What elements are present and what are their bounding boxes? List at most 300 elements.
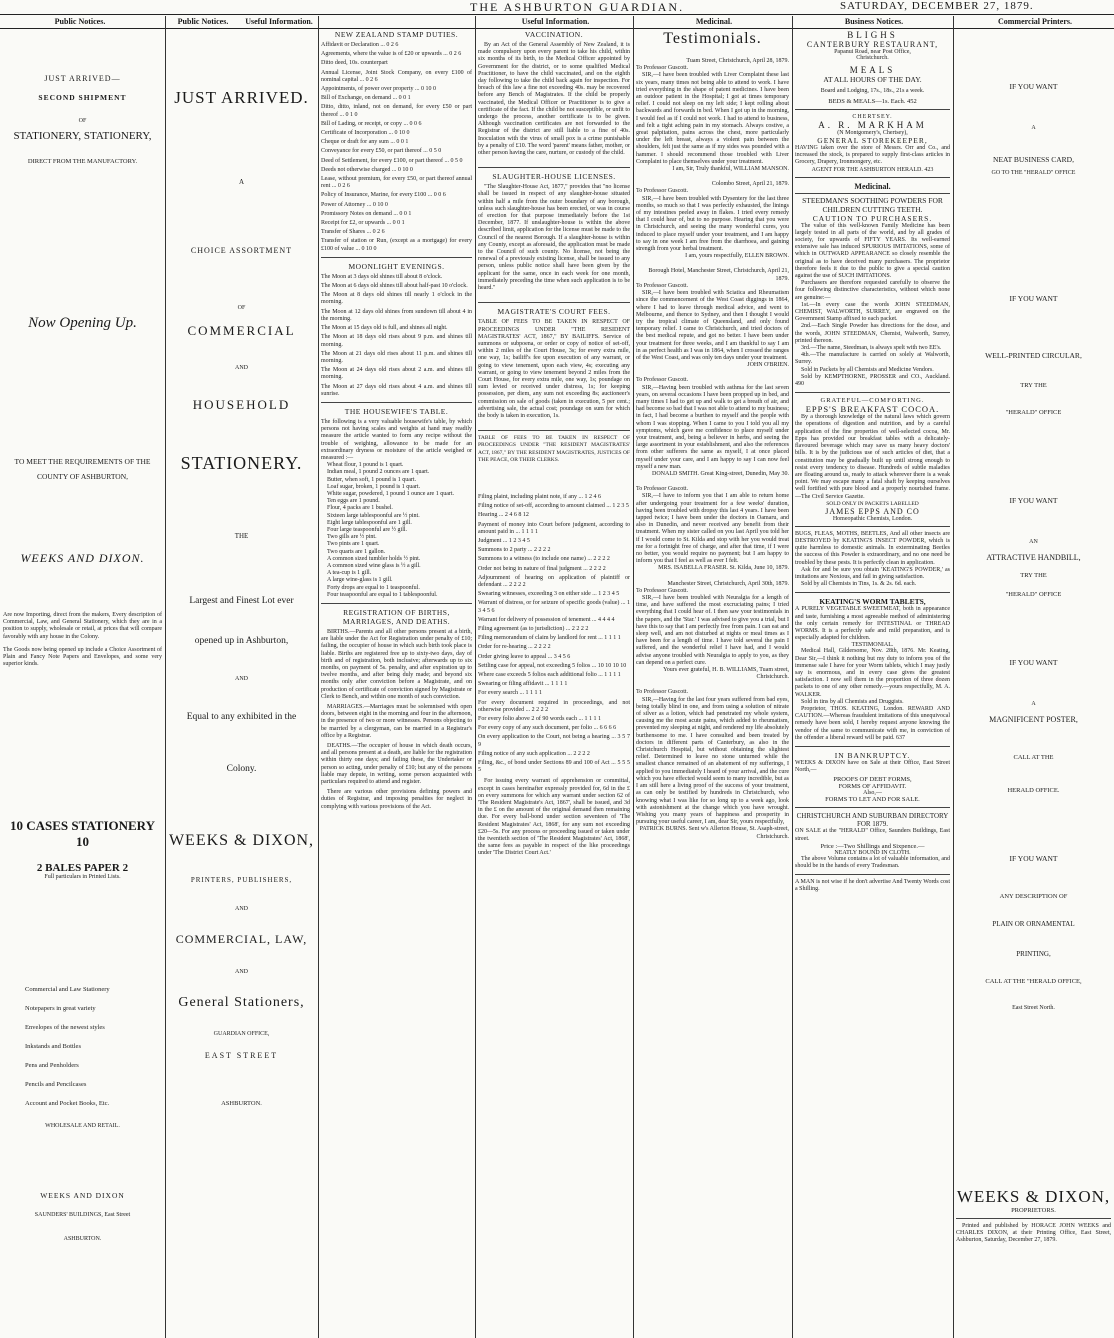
table-row: Filing, &c., of bond under Sections 89 and 100 of Act ... 5 5 5 5: [478, 760, 630, 774]
table-row: Where case exceeds 5 folios each additional folio ... 1 1 1 1: [478, 672, 621, 679]
directory-ad: [795, 812, 950, 870]
firm-name: WEEKS & DIXON,: [168, 832, 315, 849]
section-title: NEW ZEALAND STAMP DUTIES.: [334, 30, 459, 39]
testimonial-salutation: To Professor Guscott.: [636, 377, 689, 384]
testimonial: [636, 486, 789, 572]
table-row: For every copy of any such document, per folio ... 6 6 6 6: [478, 725, 617, 732]
notice-line: WHOLESALE AND RETAIL.: [45, 1123, 120, 1130]
paragraph: DEATHS.—The occupier of house in which death occurs, and all persons present at a death, are liable for the registration within thirty one days; and failing these, the Undertaker or person so acting, under penalty of £10; but any of the persons liable may depute, in writing, some person acquainted with particulars required to attend and register.: [321, 743, 472, 786]
testimonial-salutation: To Professor Guscott.: [636, 65, 689, 72]
paragraph: There are various other provisions defining powers and duties of Registrar, and imposing penalties for neglect in complying with various provisions of the Act.: [321, 789, 472, 810]
testimonial-signature: JOHN O'BRIEN.: [747, 362, 789, 369]
useful-information-column-2: [475, 30, 633, 1335]
notice-line: COUNTY OF ASHBURTON,: [36, 472, 129, 481]
list-item: Inkstands and Bottles: [25, 1043, 81, 1051]
section-divider: [478, 302, 630, 303]
keating-powder-ad: [795, 531, 950, 589]
masthead: [0, 0, 1114, 14]
testimonial: [636, 181, 789, 260]
ad-line: CHERTSEY.: [852, 114, 893, 120]
ad-text: The value of this well-known Family Medicine has been largely tested in all parts of the world, and by all grades of society, for upwards of FIFTY YEARS. Its well-earned extensive sale has induced SPURIOUS IMITATIONS, some of which in OUTWARD APPEARANCE so closely resemble the original as to have deceived many purchasers. The proprietor therefore feels it due to the public to give a special caution against the use of SUCH IMITATIONS.: [795, 222, 950, 280]
just-arrived-column: [165, 30, 318, 1335]
ad-text: 3rd.—The name, Steedman, is always spelt with two EE's.: [801, 345, 942, 352]
testimonial-salutation: To Professor Guscott.: [636, 486, 689, 493]
section-title: TABLE OF FEES TO BE TAKEN IN RESPECT OF PROCEEDINGS UNDER "THE RESIDENT MAGISTRATES' ACT, 1867," BY THE RESIDENT MAGISTRATES, JUSTICES OF THE PEACE, OR THEIR CLERKS.: [478, 435, 630, 463]
list-item: Envelopes of the newest styles: [25, 1024, 105, 1032]
keating-tablets-ad: [795, 597, 950, 742]
section-text: By an Act of the General Assembly of New Zealand, it is made compulsory upon every parent to take his child, within six months of its birth, to the Medical Officer appointed by Government for the district, or to some qualified Medical Practitioner, to have the child vaccinated, and on the eighth day following to take the child back again for inspection. For breach of this law a fine not exceeding 40s. may be recovered before any Bench of Magistrates. If the child be properly vaccinated, the Medical Officer or Practitioner is to give a certificate of the fact. If the child be not susceptible, or unfit to undergo the process, another certificate is to be given. Although vaccination certificates are not forwarded to the Registrar of the district are still liable to a fine of 40s. Inoculation with the virus of small pox is a crime punishable by a penalty of £10. The word 'parent' means father, mother, or other person having the care, nurture, or custody of the child.: [478, 42, 630, 157]
ad-line: CHRISTCHURCH AND SUBURBAN DIRECTORY FOR 1879.: [796, 812, 949, 829]
table-row: Adjournment of hearing on application of plaintiff or defendant ... 2 2 2 2: [478, 574, 630, 588]
section-divider: [795, 874, 950, 875]
testimonials-title: Testimonials.: [663, 30, 762, 47]
ad-line: PRINTING,: [1016, 950, 1051, 958]
ad-line: IN BANKRUPTCY.: [834, 751, 911, 760]
testimonial-signature: PATRICK BURNS. Sent w's Allerton House, St. Asaph-street, Christchurch.: [639, 826, 789, 840]
column-header: Commercial Printers.: [997, 17, 1073, 26]
testimonial-salutation: To Professor Guscott.: [636, 587, 689, 594]
ad-text: Sold in tins by all Chemists and Druggists.: [801, 698, 904, 705]
list-item: Account and Pocket Books, Etc.: [25, 1100, 110, 1108]
section-divider: [956, 1218, 1111, 1219]
testimonial-body: SIR,—I have been troubled with Sciatica and Rheumatism since the commencement of the West Coast diggings in 1864, where I had to leave through medical advice, and went to Melbourne, and thence to Sydney, and then I thought I would try the tropical climate of Queensland, and only found temporary relief. I came to Christchurch, and tried doctors of the best medical repute, and got no better. I have been under your treatment for three weeks, and I am thankful to say I am in as perfect health as I was in 1864, when I crossed the ranges of the West Coast, and was only ten days under your treatment.: [636, 290, 789, 361]
housewife-list: [321, 462, 472, 599]
column-header: Business Notices.: [844, 17, 904, 26]
ad-line: WELL-PRINTED CIRCULAR,: [985, 351, 1082, 360]
testimonial-address: Colombo Street, April 21, 1879.: [711, 181, 789, 188]
ad-line: General Stationers,: [178, 995, 305, 1010]
list-item: Sixteen large tablespoonful are ½ pint.: [327, 512, 420, 519]
table-row: Hearing ... 2 4 6 8 12: [478, 512, 529, 519]
table-row: Swearing witnesses, exceeding 3 on either side ... 1 2 3 4 5: [478, 591, 620, 598]
ad-text: A PURELY VEGETABLE SWEETMEAT, both in appearance and taste, furnishing a most agreeable method of administering the only certain remedy for INTESTINAL or THREAD WORMS. It is a perfectly safe and mild preparation, and is especially adapted for children.: [795, 606, 950, 642]
moon-list: [321, 274, 472, 398]
section-title: MAGISTRATE'S COURT FEES.: [497, 307, 611, 317]
ad-line: PROPRIETORS.: [1011, 1207, 1056, 1214]
table-row: Filing agreement (as to jurisdiction) ... 2 2 2 2: [478, 626, 589, 632]
section-text: For issuing every warrant of apprehension or committal, except in cases hereinafter expressly provided for, 6d in the £ on every summons for which any warrant under section 62 of 'The Resident Magistrate's Act, 1867', shall be issued, and 3d in the £ on the amount of the original demand then remaining due. For every ball-bond under section seventeen of 'The Resident Magistrates' Act, 1868', for any sum not exceeding £20—5s. For any process or proceeding issued or taken under the twentieth section of 'The Resident Magistrates' Act, 1868', the same fees as payable in respect of the like proceedings under 'The District Court Act.': [478, 778, 630, 857]
ad-line: HERALD OFFICE.: [1007, 787, 1060, 794]
notice-text: The Goods now being opened up include a Choice Assortment of Plain and Fancy Note Papers and Envelopes, and some very superior kinds.: [3, 646, 162, 668]
table-row: Order for re-hearing ... 2 2 2 2: [478, 644, 551, 651]
list-item: The Moon at 27 days old rises about 4 a.m. and shines till sunrise.: [321, 383, 472, 397]
list-item: The Moon at 15 days old is full, and shines all night.: [321, 325, 448, 332]
section-title: THE HOUSEWIFE'S TABLE.: [344, 406, 449, 416]
list-item: Deeds not otherwise charged ... 0 10 0: [321, 166, 413, 173]
paragraph: BIRTHS.—Parents and all other persons present at a birth, are liable under the Act for Registration under penalty of £10; failing, the occupier of house in which such birth took place is liable. Births are registered free up to sixty-two days, day of birth and of registration, both inclusive; afterwards up to six months, on payment of 5s. penalty, and after expiration up to twelve months, and after being duly made; and beyond six months only after conviction before a Magistrate, and on production of certificate of conviction signed by Magistrate or Clerk to Bench, and within one month of such conviction.: [321, 629, 472, 700]
paragraph: MARRIAGES.—Marriages must be solemnised with open doors, between eight in the morning and four in the afternoon, in the presence of two or more witnesses. Persons objecting to be married by a clergyman, can be married in a Registrar's office by a Registrar.: [321, 704, 472, 739]
ad-line: CALL AT THE: [1013, 754, 1054, 761]
ad-line: CANTERBURY RESTAURANT,: [806, 40, 939, 49]
testimonial: [636, 581, 789, 682]
section-divider: [795, 746, 950, 747]
ad-line: Equal to any exhibited in the: [186, 712, 297, 722]
list-item: A common sized wine glass is ½ a gill.: [327, 562, 421, 569]
ad-line: COMMERCIAL, LAW,: [175, 932, 308, 946]
masthead-rule: [0, 14, 1114, 15]
ad-line: AT ALL HOURS OF THE DAY.: [823, 75, 922, 84]
testimonial: [636, 268, 789, 369]
testimonial-signature: Yours ever grateful, H. B. WILLIAMS, Tuam street, Christchurch.: [663, 667, 789, 681]
testimonial-salutation: To Professor Guscott.: [636, 188, 689, 195]
list-item: A tea-cup is 1 gill.: [327, 570, 372, 577]
ad-line: ASHBURTON.: [221, 1100, 262, 1107]
issue-date: SATURDAY, DECEMBER 27, 1879.: [840, 0, 1034, 12]
advertise-slogan: A MAN is not wise if he don't advertise And Twenty Words cost a Shilling.: [795, 879, 950, 893]
list-item: Two quarts are 1 gallon.: [327, 548, 386, 555]
ad-line: TRY THE: [1020, 382, 1047, 389]
ad-line: SOLD ONLY IN PACKETS LABELLED: [826, 500, 919, 507]
notice-line: STATIONERY, STATIONERY,: [13, 130, 152, 142]
ad-line: IF YOU WANT: [1009, 294, 1058, 303]
ad-line: AND: [235, 676, 248, 682]
ad-line: IF YOU WANT: [1009, 854, 1058, 863]
ad-text: 1st.—In every case the words JOHN STEEDMAN, CHEMIST, WALWORTH, SURREY, are engraved on the Government Stamp affixed to each packet.: [795, 301, 950, 323]
list-item: Two pints are 1 quart.: [327, 541, 380, 548]
newspaper-title: THE ASHBURTON GUARDIAN.: [470, 0, 685, 14]
steedman-ad: [795, 196, 950, 389]
ad-line: GRATEFUL—COMFORTING.: [820, 397, 925, 405]
ad-line: NEATLY BOUND IN CLOTH.: [834, 849, 911, 856]
table-row: Order not being in nature of final judgment ... 2 2 2 2: [478, 565, 606, 572]
ad-line: IF YOU WANT: [1009, 658, 1058, 667]
column-header: Public Notices.: [54, 17, 106, 26]
section-divider: [478, 167, 630, 168]
ad-text: Sold by all Chemists in Tins, 1s. & 2s. 6d. each.: [801, 581, 917, 588]
table-row: Settling case for appeal, not exceeding 5 folios ... 10 10 10 10: [478, 662, 627, 669]
ad-line: CAUTION TO PURCHASERS.: [812, 213, 933, 223]
ad-line: IF YOU WANT: [1009, 496, 1058, 505]
list-item: The Moon at 24 days old rises about 2 a.m. and shines till morning.: [321, 367, 472, 381]
ad-text: WEEKS & DIXON have on Sale at their Office, East Street North,—: [795, 760, 950, 774]
testimonial-address: Tuam Street, Christchurch, April 28, 1879.: [686, 58, 789, 64]
list-item: Four large teaspoonful are ½ gill.: [327, 526, 408, 533]
notice-line: ASHBURTON.: [63, 1236, 102, 1243]
ad-text: Sold in Packets by all Chemists and Medicine Vendors.: [801, 366, 934, 373]
list-item: Bill of Exchange, on demand ... 0 0 1: [321, 95, 411, 102]
ad-line: Homeopathic Chemists, London.: [832, 515, 913, 522]
ad-line: A: [1031, 125, 1036, 131]
list-item: Ten eggs are 1 pound.: [327, 498, 380, 505]
list-item: Forty drops are equal to 1 teaspoonful.: [327, 584, 420, 591]
ad-text: Ask for and be sure you obtain 'KEATING'S POWDER,' as imitations are Noxious, and fail in giving satisfaction.: [795, 566, 950, 580]
ad-line: FORMS TO LET AND FOR SALE.: [825, 796, 920, 804]
notice-line: TO MEET THE REQUIREMENTS OF THE: [14, 457, 151, 466]
ad-text: By a thorough knowledge of the natural laws which govern the operations of digestion and nutrition, and by a careful application of the fine properties of well-selected cocoa, Mr. Epps has provided our breakfast tables with a delicately-flavoured beverage which may save us many heavy doctors' bills. It is by the judicious use of such articles of diet, that a constitution may be gradually built up until strong enough to resist every tendency to disease. Hundreds of subtle maladies are floating around us, ready to attack wherever there is a weak point. We may escape many a fatal shaft by keeping ourselves well fortified with pure blood and a properly nourished frame.—The Civil Service Gazette.: [795, 414, 950, 500]
useful-information-column-1: [318, 30, 475, 1335]
notice-line: DIRECT FROM THE MANUFACTORY.: [27, 158, 138, 165]
ad-line: CALL AT THE "HERALD OFFICE,: [985, 978, 1082, 985]
stock-line: 10 CASES STATIONERY 10: [10, 818, 155, 850]
notice-text: Are now Importing, direct from the makers, Every description of Commercial, Law, and General Stationery, which they are in a position to supply, wholesale or retail, at prices that will compare favorably with any house in the Colony.: [3, 612, 162, 640]
table-row: Filing plaint, including plaint note, if any ... 1 2 4 6: [478, 493, 601, 500]
ad-line: AN: [1029, 539, 1038, 545]
ad-line: CHOICE ASSORTMENT: [190, 246, 293, 255]
ad-line: THE: [234, 532, 249, 540]
list-item: The Moon at 12 days old shines from sundown till about 4 in the morning.: [321, 308, 472, 322]
medicinal-column: [633, 30, 792, 1335]
ad-text: Purchasers are therefore requested carefully to observe the four following distinctive characteristics, without which none are genuine:—: [795, 280, 950, 301]
column-header: Public Notices.: [177, 17, 229, 26]
ad-line: EAST STREET: [204, 1051, 279, 1060]
epps-cocoa-ad: [795, 397, 950, 521]
ad-line: opened up in Ashburton,: [194, 636, 289, 646]
firm-name: WEEKS AND DIXON.: [20, 551, 145, 565]
ad-line: Papanui Road, near Post Office,: [834, 49, 911, 55]
list-item: Cheque or draft for any sum ... 0 0 1: [321, 139, 409, 146]
ad-line: NEAT BUSINESS CARD,: [993, 155, 1074, 164]
list-item: White sugar, powdered, 1 pound 1 ounce are 1 quart.: [327, 490, 455, 497]
chertsey-ad: [795, 114, 950, 173]
list-item: The Moon at 21 days old rises about 11 p.m. and shines till morning.: [321, 350, 472, 364]
ad-text: Medical Hall, Gildersome, Nov. 28th, 1876. Mr. Keating, Dear Sir,—I think it nothing but my duty to inform you of the immense sale I have for your Worm tablets, which I may justly say is enormous, and in every case gives the greatest satisfaction. I now sell them in the proportion of three dozen packets to one of any other remedy.—yours respectfully, M. A. WALKER.: [795, 648, 950, 698]
section-header: Medicinal.: [854, 181, 891, 191]
ad-line: TESTIMONIAL.: [851, 642, 894, 649]
testimonial: [636, 377, 789, 478]
section-title: SLAUGHTER-HOUSE LICENSES.: [492, 172, 616, 182]
ad-line: (N Montgomery's, Chertsey),: [837, 130, 908, 136]
list-item: A large wine-glass is 1 gill.: [327, 577, 393, 584]
section-divider: [795, 392, 950, 393]
list-item: Appointments, of power over property ... 0 10 0: [321, 86, 436, 93]
stock-line: 2 BALES PAPER 2: [36, 862, 129, 875]
header-rule: [0, 28, 1114, 29]
ad-line: OF: [237, 305, 246, 311]
list-item: Affidavit or Declaration ... 0 2 6: [321, 42, 399, 48]
table-row: Judgment ... 1 2 3 4 5: [478, 537, 530, 544]
notice-line: SECOND SHIPMENT: [38, 93, 127, 102]
testimonial-signature: I am, Sir, Truly thankful, WILLIAM MANSON.: [672, 166, 789, 173]
stamp-duties-list: [321, 42, 472, 253]
section-divider: [321, 402, 472, 403]
notice-line: OF: [78, 118, 87, 124]
ad-line: ANY DESCRIPTION OF: [999, 893, 1068, 900]
ad-line: A. R. MARKHAM: [818, 120, 927, 130]
section-divider: [478, 430, 630, 431]
section-divider: [795, 193, 950, 194]
testimonial-signature: MRS. ISABELLA FRASER. St. Kilda, June 10, 1879.: [658, 565, 789, 572]
table-row: For every folio above 2 of 90 words each ... 1 1 1 1: [478, 716, 601, 723]
ad-line: ATTRACTIVE HANDBILL,: [986, 553, 1081, 562]
ad-line: GUARDIAN OFFICE,: [213, 1031, 270, 1037]
testimonial-body: SIR,—I have been troubled with Dysentery for the last three months, so much so that I was perfectly exhausted, the linings of my intestines peeled away in flakes. I tried every remedy that I could hear of, but to no purpose. Hearing that you were in Christchurch, and seeing the many wonderful cures, you induced to place myself under your treatment, and I am happy to say in one week I am free from the diarrhoea, and gaining strength from your herbal treatment.: [636, 195, 789, 253]
list-item: The Moon at 6 days old shines till about half-past 10 o'clock.: [321, 283, 468, 290]
ad-line: BLIGHS: [847, 30, 898, 40]
section-title: VACCINATION.: [524, 30, 584, 39]
bankruptcy-ad: [795, 751, 950, 803]
ad-line: Christchurch.: [856, 55, 889, 61]
ad-line: COMMERCIAL: [187, 323, 296, 338]
ad-text: BUGS, FLEAS, MOTHS, BEETLES, And all other insects are DESTROYED by KEATING'S INSECT POWDER, which is quite harmless to domestic animals. In exterminating Beetles the success of this Powder is extraordinary, and no one need be troubled by these pests. It is perfectly clean in application.: [795, 530, 950, 566]
list-item: Promissory Notes on demand ... 0 0 1: [321, 210, 412, 217]
ad-line: STEEDMAN'S SOOTHING POWDERS FOR CHILDREN CUTTING TEETH.: [802, 195, 943, 214]
table-row: For every document required in proceedings, and not otherwise provided ... 2 2 2 2: [478, 699, 630, 713]
ad-line: BEDS & MEALS—1s. Each. 452: [828, 98, 917, 105]
list-item: A common sized tumbler holds ½ pint.: [327, 555, 421, 562]
registration-text: [321, 629, 472, 811]
ad-text: 4th.—The manufacture is carried on solely at Walworth, Surrey.: [795, 352, 950, 366]
table-row: Filing notice of any such application ... 2 2 2 2: [478, 750, 590, 757]
ad-line: MEALS: [849, 65, 896, 75]
ad-text: 2nd.—Each Single Powder has directions for the dose, and the words, JOHN STEEDMAN, Chemist, Walworth, Surrey, printed thereon.: [795, 323, 950, 344]
list-item: Lease, without premium, for every £50, or part thereof annual rent ... 0 2 6: [321, 176, 472, 190]
list-item: Bill of Lading, or receipt, or copy ... 0 0 6: [321, 120, 422, 127]
list-item: The Moon at 8 days old shines till nearly 1 o'clock in the morning.: [321, 292, 472, 306]
section-text: "The Slaughter-House Act, 1877," provides that "no license shall be issued in respect of any slaughter-house situated within half a mile from the outer boundary of any borough, unless such slaughter-house has been erected, or was in course of erection for that purpose immediately before the 1st December, 1877. If unslaughter-house is within the above described limit, application for the license must be made to the Council of the nearest Borough. If a slaughter-house is within any County, except as aforesaid, the application must be made to the Council of such county. No license, not being the renewal of a previously existing license, shall be issued to any person, unless public notice shall have been given by the applicant for the same, once in each week for one month, immediately preceding the time when such application is to be heard.": [478, 184, 630, 292]
list-item: Policy of Insurance, Marine, for every £100 ... 0 0 6: [321, 192, 446, 199]
ad-line: HOUSEHOLD: [192, 397, 291, 412]
ad-line: JAMES EPPS AND CO: [825, 506, 920, 516]
column-header: Useful Information.: [245, 17, 313, 26]
ad-text: ON SALE at the "HERALD" Office, Saunders Buildings, East street.: [795, 828, 950, 842]
ad-text: Sold by KEMPTHORNE, PROSSER and CO., Auckland. 490: [795, 373, 950, 388]
testimonial: [636, 689, 789, 840]
list-item: The Moon at 3 days old shines till about 8 o'clock.: [321, 273, 443, 280]
ad-line: AGENT FOR THE ASHBURTON HERALD. 423: [811, 166, 934, 173]
firm-name: WEEKS AND DIXON: [40, 1191, 125, 1201]
table-row: On every application to the Court, not being a hearing ... 3 5 7 9: [478, 734, 630, 748]
section-divider: [795, 109, 950, 110]
testimonial: [636, 58, 789, 173]
list-item: Commercial and Law Stationery: [25, 986, 110, 994]
ad-line: PROOFS OF DEBT FORMS,: [833, 776, 912, 784]
column-header: Useful Information.: [521, 17, 590, 26]
section-divider: [321, 257, 472, 258]
section-text: TABLE OF FEES TO BE TAKEN IN RESPECT OF PROCEEDINGS UNDER "THE RESIDENT MAGISTRATES' ACT, 1867," BY BAILIFFS. Service of summons or subpoena, or order or copy of notice of set-off, within 2 miles of the Court House, 3s; for every extra mile, one way, 1s; bailiff's fee upon execution of any warrant, or going to view tenement, upon each view, 4s; executing any warrant, or going to view tenement beyond 2 miles from the Court House, for every extra mile, one way, 1s; poundage on sum levied or received under distress, 1s; for keeping possession, per diem, any sum not exceeding 8s; auctioneer's commission on sale of goods (taken in execution, 5 per cent.; advertising sale, the actual cost; poundage on sum for which the body is taken in execution, 1s.: [478, 319, 630, 419]
section-title: MOONLIGHT EVENINGS.: [348, 261, 445, 271]
section-divider: [795, 592, 950, 593]
section-divider: [795, 526, 950, 527]
list-item: Butter, when soft, 1 pound is 1 quart.: [327, 476, 417, 483]
testimonial-body: SIR,—Having been troubled with asthma for the last seven years, on several occasions I have been propped up in bed, and many times I had to get up and walk to get a breath of air, and had become so bad that I was not able to attend to my business; in fact, I had become a burthen to myself and the people with whom I was stopping. When I came to you I told you all my symptoms, which gave me confidence to place myself under your treatment, and, being a believer in herbs, and seeing the large assortment in your establishment, and also the references from other sufferers the same as myself, I at once placed myself under your care, and I am happy to say I can now feel myself a new man.: [636, 384, 789, 470]
list-item: Conveyance for every £50, or part thereof ... 0 5 0: [321, 148, 442, 155]
ad-line: PRINTERS, PUBLISHERS,: [190, 876, 293, 884]
table-row: Swearing or filing affidavit ... 1 1 1 1: [478, 681, 568, 688]
notice-line: JUST ARRIVED—: [44, 74, 121, 83]
list-item: Notepapers in great variety: [25, 1005, 96, 1013]
list-item: Ditto, ditto, inland, not on demand, for every £50 or part thereof ... 0 1 0: [321, 104, 472, 118]
ad-line: Price :—Two Shillings and Sixpence.—: [820, 842, 925, 850]
testimonial-salutation: To Professor Guscott.: [636, 282, 689, 289]
list-item: Annual License, Joint Stock Company, on every £100 of nominal capital ... 0 2 6: [321, 69, 472, 83]
table-row: Summons to a witness (to include one name) ... 2 2 2 2: [478, 556, 610, 563]
ad-line: AND: [235, 906, 248, 912]
list-item: Certificate of Incorporation ... 0 10 0: [321, 130, 410, 137]
ad-line: "HERALD" OFFICE: [1005, 591, 1062, 598]
testimonial-signature: I am, yours respectfully, ELLEN BROWN.: [685, 253, 789, 260]
section-title: REGISTRATION OF BIRTHS, MARRIAGES, AND DEATHS.: [342, 608, 451, 626]
list-item: Pencils and Pencilcases: [25, 1081, 87, 1089]
list-item: Two gills are ½ pint.: [327, 534, 377, 541]
ad-line: TRY THE: [1020, 572, 1047, 579]
ad-line: East Street North.: [1012, 1005, 1055, 1011]
ad-text: Proprietor, THOS. KEATING, London. REWARD AND CAUTION.—Whereas fraudulent imitations of this unequivocal remedy have been sold, I hereby request anyone knowing the vendor of the same to communicate with me, in conviction of the offender a liberal reward will be paid. 637: [795, 705, 950, 741]
ad-line: Board and Lodging, 17s., 18s., 21s a week.: [820, 88, 925, 94]
testimonial-salutation: To Professor Guscott.: [636, 689, 689, 696]
product-list: [3, 980, 162, 1113]
list-item: Flour, 4 packs are 1 bushel.: [327, 505, 393, 512]
ad-line: STATIONERY.: [180, 453, 303, 473]
public-notices-column: [0, 30, 165, 1335]
testimonial-address: Borough Hotel, Manchester Street, Christchurch, April 21, 1879.: [648, 268, 789, 282]
ad-line: MAGNIFICENT POSTER,: [989, 715, 1078, 724]
table-row: Filing memorandum of claim by landlord for rent ... 1 1 1 1: [478, 635, 621, 642]
ad-line: A: [238, 178, 245, 186]
column-header: Medicinal.: [695, 17, 733, 26]
firm-name: WEEKS & DIXON,: [956, 1187, 1111, 1206]
ad-line: GO TO THE "HERALD" OFFICE: [991, 170, 1076, 176]
list-item: Power of Attorney ... 0 10 0: [321, 201, 388, 208]
ad-line: A: [1031, 701, 1036, 707]
list-item: Eight large tablespoonful are 1 gill.: [327, 519, 412, 526]
notice-text: Full particulars in Printed Lists.: [44, 874, 121, 881]
list-item: Pens and Penholders: [25, 1062, 79, 1070]
testimonial-body: SIR,—Having for the last four years suffered from bad eyes, being totally blind in one, and from using a solution of nitrate of silver as a lotion, which had penetrated my whole system, causing me the most acute pains, which added to rheumatism, prevented my sleeping at night, and rendered my life absolutely burthensome to me. I have consulted and been treated by doctors in different parts of Canterbury, as also in the Christchurch Hospital, but without obtaining the slightest relief. Determined to leave no stone unturned while the smallest chance remained of an abatement of my sufferings, I applied to you immediately I heard of your arrival, and the cure which you have effected would seem to many incredible, but as I am still here a living proof of the success of your treatment, as can only be testified by hundreds in Christchurch, who knowing what I was like for so long up to a week ago, look with astonishment at the change which you have wrought. Wishing you many years of happiness and prosperity in pursuing your useful career, I am, dear Sir, yours respectfully,: [636, 696, 789, 826]
business-notices-column: [792, 30, 953, 1335]
list-item: Transfer of Shares ... 0 2 6: [321, 229, 385, 236]
ad-line: IF YOU WANT: [1009, 82, 1058, 91]
notice-heading: Now Opening Up.: [28, 315, 137, 331]
ad-line: EPPS'S BREAKFAST COCOA.: [805, 404, 940, 415]
ad-line: KEATING'S WORM TABLETS,: [819, 597, 926, 607]
ad-line: Also,—: [863, 790, 882, 797]
section-text: The following is a very valuable housewife's table, by which persons not having scales and weights at hand may readily measure the article wanted to form any recipe without the trouble of weighing, allowance to be made for an extraordinary dryness or moisture of the article weighed or measured :—: [321, 418, 472, 461]
testimonial-body: SIR,—I have been troubled with Liver Complaint these last six years, many times not being able to attend to work. I have tried everything in the shape of patent medicines. I have been an outdoor patient in the Hospital; I got at times temporary relief. I could not sleep on my left side; I kept rolling about backwards and forwards in bed. When I got up in the morning, I would feel as if I could not work. I had to attend to business, and felt a tight aching pain in my stomach. Always costive, a great palpitation, pains across the chest, more particularly under the left breast, always a violent pain between the shoulders, felt just the same as if my sides was pounded with a hammer. I should recommend those troubled with Liver Complaint to place themselves under your treatment.: [636, 72, 789, 165]
table-row: For every search ... 1 1 1 1: [478, 690, 542, 697]
printer-imprint: Printed and published by HORACE JOHN WEEKS and CHARLES DIXON, at their Printing Office, East Street, Ashburton, Saturday, December 27, 1879.: [956, 1223, 1111, 1244]
testimonial-address: Manchester Street, Christchurch, April 30th, 1879.: [667, 580, 789, 587]
table-row: Payment of money into Court before judgment, according to amount paid in ... 1 1 1 1: [478, 521, 630, 535]
list-item: Receipt for £2, or upwards ... 0 0 1: [321, 220, 405, 227]
commercial-printers-column: [953, 30, 1114, 1335]
list-item: Ditto deed, 10s. counterpart: [321, 60, 388, 67]
ad-line: Colony.: [226, 764, 257, 774]
fees-table: [478, 494, 630, 775]
ad-line: AND: [235, 969, 248, 975]
list-item: Indian meal, 1 pound 2 ounces are 1 quart.: [327, 469, 430, 476]
ad-line: PLAIN OR ORNAMENTAL: [992, 920, 1075, 928]
ad-line: GENERAL STOREKEEPER,: [817, 136, 928, 145]
list-item: Deed of Settlement, for every £100, or part thereof ... 0 5 0: [321, 157, 463, 164]
table-row: Warrant for delivery of possession of tenement ... 4 4 4 4: [478, 616, 615, 623]
section-divider: [321, 603, 472, 604]
list-item: The Moon at 18 days old rises about 9 p.m. and shines till morning.: [321, 334, 472, 348]
ad-text: The above Volume contains a lot of valuable information, and should be in the hands of every Tradesman.: [795, 855, 950, 870]
table-row: Order giving leave to appeal ... 3 4 5 6: [478, 653, 571, 660]
ad-line: AND: [235, 365, 248, 371]
notice-line: SAUNDERS' BUILDINGS, East Street: [34, 1212, 131, 1219]
list-item: Wheat flour, 1 pound is 1 quart.: [327, 462, 404, 469]
testimonial-body: SIR,—I have to inform you that I am able to return home after undergoing your treatment for a few weeks' duration, having been troubled with dropsy this last 4 years. I have been tapped twice; I have been under the doctors in Oamaru, and also in Dunedin, and never received any benefit from their treatment. When my sister called on you last April you told her if I would come to St. Kilda and stop with her you would treat me for a fortnight free of charge, and after that time, if I were no better, you would require no payment; but I am happy to inform you that I feel as well as ever I felt.: [636, 493, 789, 565]
restaurant-ad: [795, 30, 950, 105]
table-row: Warrant of distress, or for seizure of specific goods (value) ... 1 3 4 5 6: [478, 600, 630, 614]
list-item: Four teaspoonful are equal to 1 tablespoonful.: [327, 591, 438, 598]
ad-text: HAVING taken over the store of Messrs. Orr and Co., and increased the stock, is prepared to supply first-class articles in Grocery, Drapery, Ironmongery, etc.: [795, 145, 950, 166]
list-item: Transfer of station or Run, (except as a mortgage) for every £100 of value ... 0 10 0: [321, 238, 472, 252]
list-item: Loaf sugar, broken, 1 pound is 1 quart.: [327, 483, 421, 490]
ad-heading: JUST ARRIVED.: [174, 88, 309, 107]
section-divider: [795, 177, 950, 178]
table-row: Summons to 2 party ... 2 2 2 2: [478, 547, 551, 554]
ad-line: Largest and Finest Lot ever: [189, 596, 294, 606]
testimonial-signature: DONALD SMITH. Great King-street, Dunedin, May 30.: [652, 470, 789, 477]
list-item: Agreements, where the value is of £20 or upwards ... 0 2 6: [321, 51, 462, 58]
testimonial-body: SIR,—I have been troubled with Neuralgia for a length of time, and have suffered the most excruciating pains; I tried everything that I could hear of. I then saw your testimonials in the papers, and the 'Star.' I was advised to give you a trial, but I have this to say that I am perfectly free from pain. I can eat and sleep well, and am not disturbed at nights or meal times as I have been for a length of time. I have told several the pain I suffered, and the wonderful relief I have had, and I would advise anyone troubled with Neuralgia to apply to you, as they can depend on a perfect cure.: [636, 595, 789, 666]
section-divider: [795, 807, 950, 808]
ad-line: FORMS OF AFFIDAVIT.: [838, 783, 907, 791]
ad-line: "HERALD" OFFICE: [1005, 409, 1062, 416]
table-row: Filing notice of set-off, according to amount claimed ... 1 2 3 5: [478, 503, 629, 510]
